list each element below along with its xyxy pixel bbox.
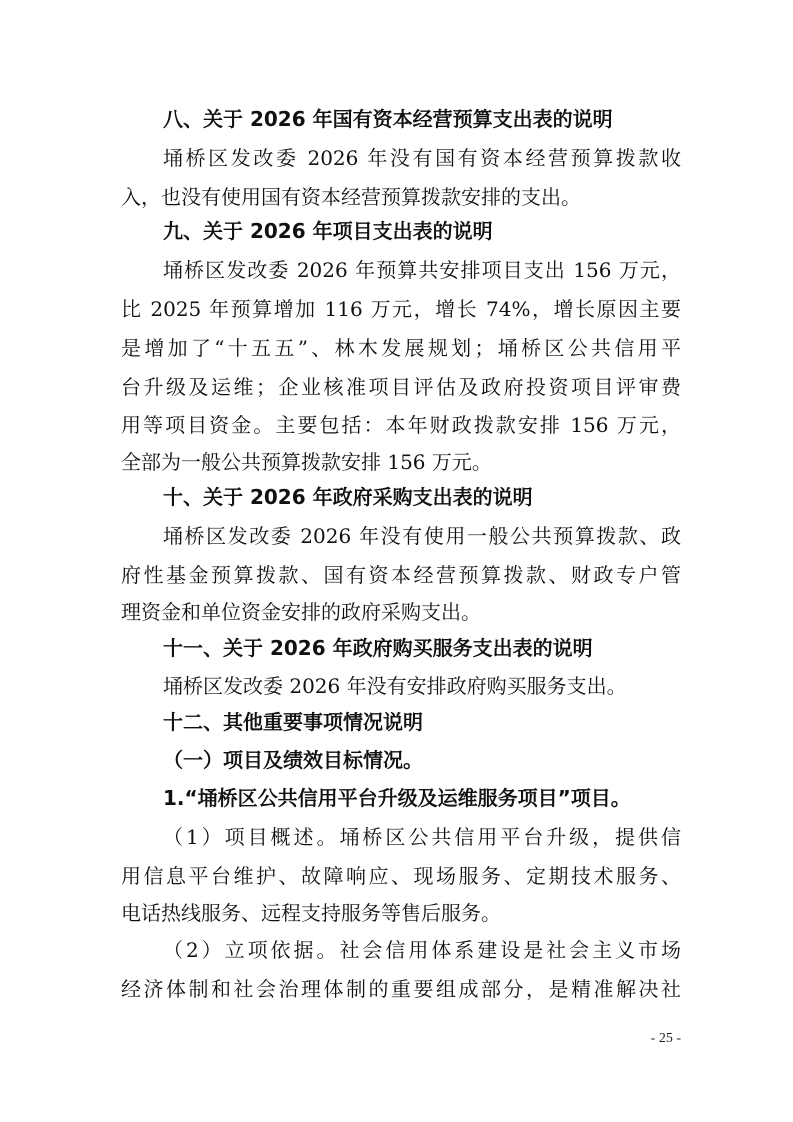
section-12-heading: 十二、其他重要事项情况说明: [163, 710, 423, 734]
section-9-line-4: 台升级及运维；企业核准项目评估及政府投资项目评审费: [121, 375, 681, 399]
section-11-heading: 十一、关于 2026 年政府购买服务支出表的说明: [163, 636, 593, 660]
section-8-line-1: 埇桥区发改委 2026 年没有国有资本经营预算拨款收: [163, 146, 681, 170]
overview-line-3: 电话热线服务、远程支持服务等售后服务。: [121, 901, 501, 925]
section-12-subheading: （一）项目及绩效目标情况。: [163, 748, 423, 772]
basis-line-1: （2）立项依据。社会信用体系建设是社会主义市场: [163, 938, 681, 962]
section-9-line-6: 全部为一般公共预算拨款安排 156 万元。: [121, 450, 492, 474]
overview-line-1: （1）项目概述。埇桥区公共信用平台升级，提供信: [163, 825, 681, 849]
section-9-line-2: 比 2025 年预算增加 116 万元，增长 74%，增长原因主要: [121, 297, 681, 321]
section-10-heading: 十、关于 2026 年政府采购支出表的说明: [163, 485, 533, 509]
page-number: - 25 -: [650, 1031, 681, 1046]
section-9-line-3: 是增加了“十五五”、林木发展规划；埇桥区公共信用平: [121, 336, 681, 360]
section-9-heading: 九、关于 2026 年项目支出表的说明: [163, 219, 493, 243]
basis-line-2: 经济体制和社会治理体制的重要组成部分，是精准解决社: [121, 977, 681, 1001]
section-10-line-1: 埇桥区发改委 2026 年没有使用一般公共预算拨款、政: [163, 524, 681, 548]
project-title: 1.“埇桥区公共信用平台升级及运维服务项目”项目。: [163, 786, 631, 810]
overview-line-2: 用信息平台维护、故障响应、现场服务、定期技术服务、: [121, 864, 681, 888]
section-10-line-3: 理资金和单位资金安排的政府采购支出。: [121, 600, 481, 624]
section-11-line-1: 埇桥区发改委 2026 年没有安排政府购买服务支出。: [163, 674, 627, 698]
section-8-line-2: 入，也没有使用国有资本经营预算拨款安排的支出。: [121, 185, 581, 209]
section-8-heading: 八、关于 2026 年国有资本经营预算支出表的说明: [163, 107, 613, 131]
section-9-line-5: 用等项目资金。主要包括：本年财政拨款安排 156 万元，: [121, 413, 681, 437]
section-9-line-1: 埇桥区发改委 2026 年预算共安排项目支出 156 万元，: [163, 258, 681, 282]
section-10-line-2: 府性基金预算拨款、国有资本经营预算拨款、财政专户管: [121, 563, 681, 587]
